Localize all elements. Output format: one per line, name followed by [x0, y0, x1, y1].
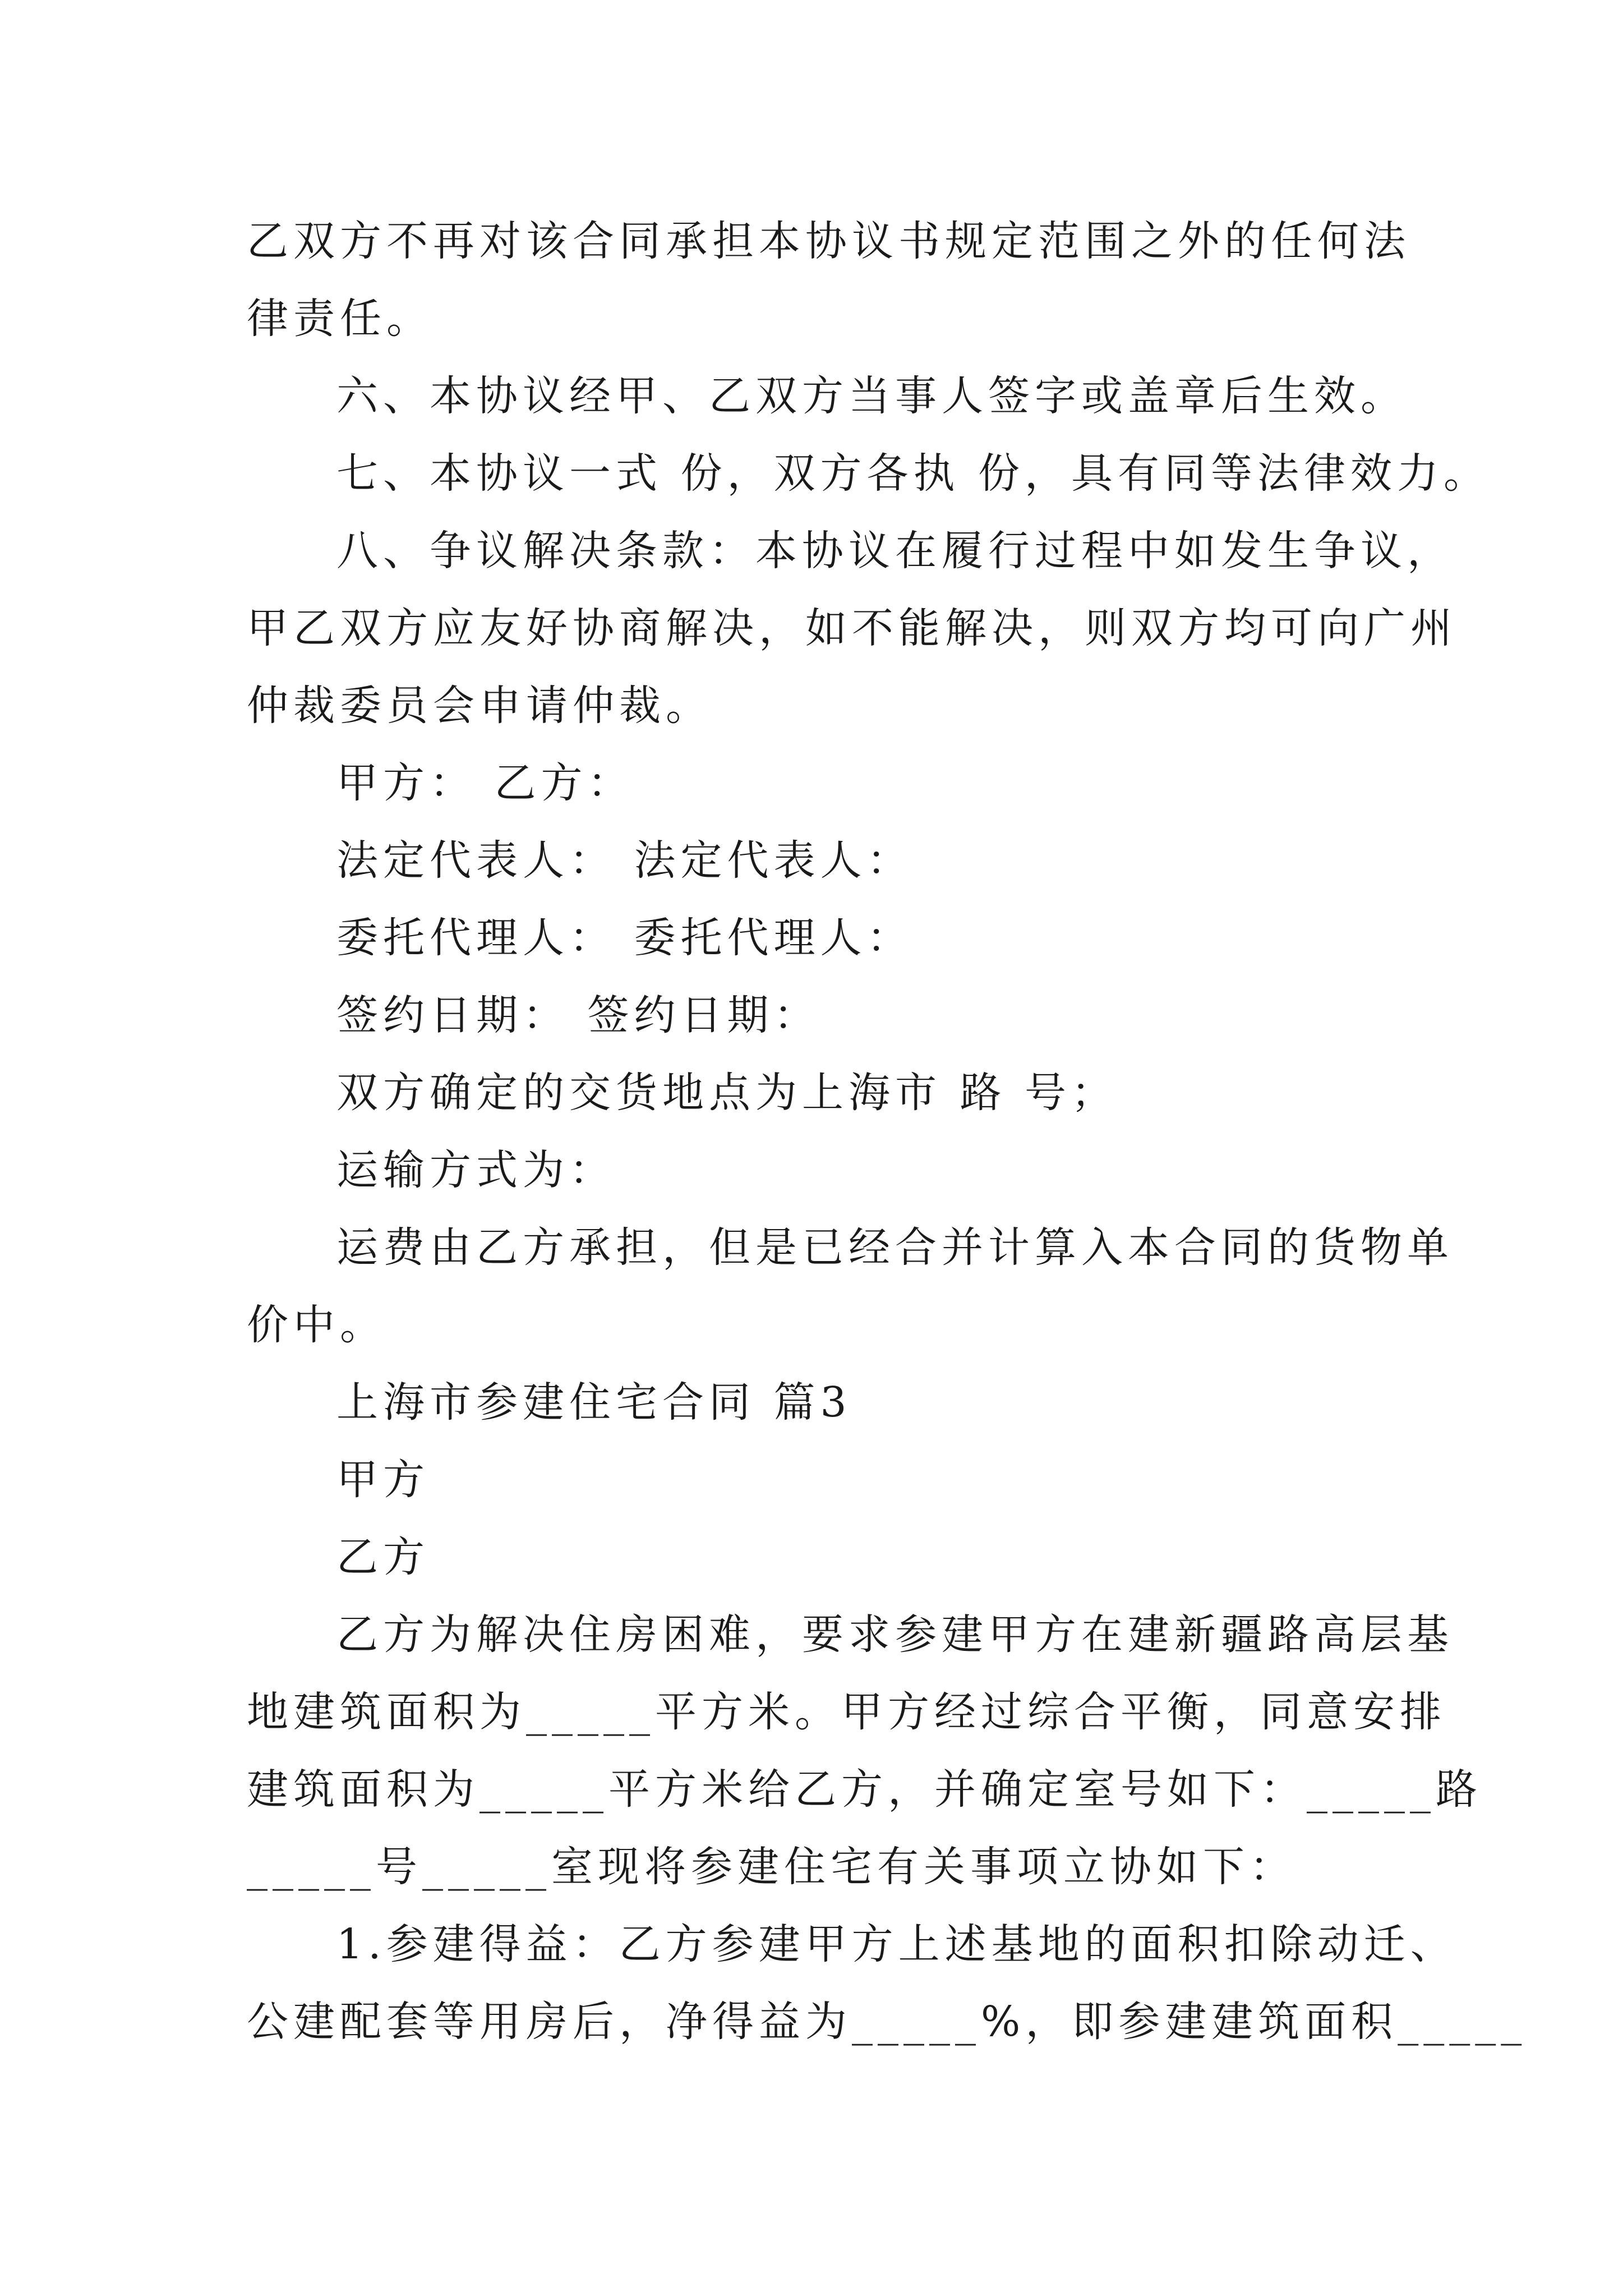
text-line: 签约日期： 签约日期： [336, 991, 820, 1039]
text-line: 建筑面积为_____平方米给乙方，并确定室号如下：_____路 [247, 1765, 1482, 1814]
text-line: 甲方： 乙方： [336, 759, 634, 807]
text-line: 价中。 [247, 1301, 386, 1349]
text-line: 运输方式为： [336, 1146, 616, 1194]
text-line: 乙方为解决住房困难，要求参建甲方在建新疆路高层基 [336, 1611, 1454, 1659]
text-line: 仲裁委员会申请仲裁。 [247, 682, 712, 730]
text-line: 1.参建得益：乙方参建甲方上述基地的面积扣除动迁、 [336, 1920, 1457, 1968]
text-line: 地建筑面积为_____平方米。甲方经过综合平衡，同意安排 [247, 1688, 1446, 1736]
text-line: 六、本协议经甲、乙双方当事人签字或盖章后生效。 [336, 372, 1407, 420]
text-line: 甲方 [336, 1456, 430, 1504]
text-line: _____号_____室现将参建住宅有关事项立协如下： [247, 1843, 1296, 1891]
text-line: 公建配套等用房后，净得益为_____%，即参建建筑面积_____ [247, 1998, 1527, 2046]
text-line: 七、本协议一式 份，双方各执 份，具有同等法律效力。 [336, 449, 1491, 498]
text-line: 甲乙双方应友好协商解决，如不能解决，则双方均可向广州 [247, 604, 1457, 652]
section-heading: 上海市参建住宅合同 篇3 [336, 1378, 852, 1427]
text-line: 运费由乙方承担，但是已经合并计算入本合同的货物单 [336, 1223, 1454, 1272]
text-line: 双方确定的交货地点为上海市 路 号； [336, 1069, 1118, 1117]
text-line: 律责任。 [247, 295, 433, 343]
text-line: 乙双方不再对该合同承担本协议书规定范围之外的任何法 [247, 217, 1410, 265]
text-line: 委托代理人： 委托代理人： [336, 914, 914, 962]
text-line: 法定代表人： 法定代表人： [336, 836, 914, 885]
text-line: 八、争议解决条款：本协议在履行过程中如发生争议， [336, 527, 1454, 575]
text-line: 乙方 [336, 1533, 430, 1581]
